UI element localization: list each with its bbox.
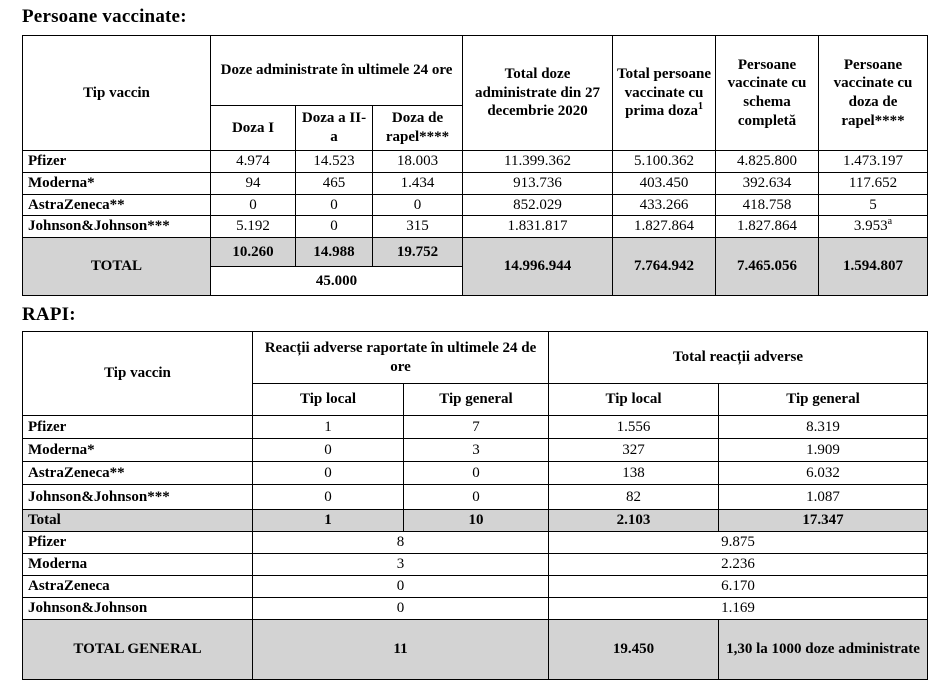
rapi-row-total <box>23 510 928 532</box>
cell-reactii-24h: 8 <box>253 532 549 554</box>
cell-reactii-24h: 0 <box>253 598 549 620</box>
cell-doza-ii: 0 <box>296 194 373 216</box>
cell-tip-general-24h: 7 <box>404 416 549 439</box>
col-header-tip-general-24h: Tip general <box>404 384 549 416</box>
row-label: Moderna* <box>23 172 211 194</box>
total-general-total: 19.450 <box>549 620 719 680</box>
cell-tip-local-24h: 0 <box>253 485 404 510</box>
superscript-1: 1 <box>697 101 703 113</box>
total-tip-local-24h: 1 <box>253 510 404 532</box>
col-header-tip-vaccin: Tip vaccin <box>23 36 211 151</box>
rapi-combined-row-johnson <box>23 598 928 620</box>
cell-tip-local-24h: 0 <box>253 462 404 485</box>
cell-doza-i: 5.192 <box>211 216 296 238</box>
cell-doza-ii: 14.523 <box>296 151 373 173</box>
col-header-reactii-24h: Reacții adverse raportate în ultimele 24 de ore <box>253 332 549 384</box>
cell-total-doze: 11.399.362 <box>463 151 613 173</box>
cell-total-reactii: 6.170 <box>549 576 928 598</box>
cell-tip-general-24h: 3 <box>404 439 549 462</box>
cell-doza-i: 94 <box>211 172 296 194</box>
row-label: Moderna <box>23 554 253 576</box>
rapi-row-moderna <box>23 439 928 462</box>
col-header-total-reactii: Total reacții adverse <box>549 332 928 384</box>
cell-tip-local-total: 327 <box>549 439 719 462</box>
cell-persoane-rapel: 117.652 <box>819 172 928 194</box>
superscript-a: a <box>887 216 893 228</box>
cell-tip-local-24h: 0 <box>253 439 404 462</box>
cell-total-reactii: 9.875 <box>549 532 928 554</box>
cell-schema-completa: 418.758 <box>716 194 819 216</box>
rapi-section-title: RAPI: <box>22 304 76 325</box>
cell-total-reactii: 2.236 <box>549 554 928 576</box>
cell-tip-local-total: 138 <box>549 462 719 485</box>
rapi-row-astrazeneca <box>23 462 928 485</box>
row-label: AstraZeneca** <box>23 194 211 216</box>
col-header-doza-rapel: Doza de rapel**** <box>373 106 463 151</box>
table-row-johnson <box>23 216 928 238</box>
total-doza-i: 10.260 <box>211 238 296 267</box>
total-persoane-rapel: 1.594.807 <box>819 238 928 296</box>
cell-doza-i: 4.974 <box>211 151 296 173</box>
cell-schema-completa: 4.825.800 <box>716 151 819 173</box>
table-row-total <box>23 238 928 267</box>
cell-persoane-rapel <box>819 216 928 238</box>
col-header-total-prima-doza <box>613 36 716 151</box>
col-header-tip-local-24h: Tip local <box>253 384 404 416</box>
total-doza-rapel: 19.752 <box>373 238 463 267</box>
cell-tip-general-24h: 0 <box>404 485 549 510</box>
vaccinated-section-title: Persoane vaccinate: <box>22 6 187 27</box>
cell-persoane-rapel-value: 3.953 <box>853 218 888 235</box>
cell-tip-local-total: 1.556 <box>549 416 719 439</box>
cell-prima-doza: 433.266 <box>613 194 716 216</box>
cell-tip-general-total: 1.909 <box>719 439 928 462</box>
rapi-combined-row-moderna <box>23 554 928 576</box>
cell-total-doze: 913.736 <box>463 172 613 194</box>
table-row-astrazeneca <box>23 194 928 216</box>
cell-total-doze: 1.831.817 <box>463 216 613 238</box>
cell-doza-rapel: 315 <box>373 216 463 238</box>
total-sum-24h: 45.000 <box>211 267 463 296</box>
col-header-tip-vaccin: Tip vaccin <box>23 332 253 416</box>
cell-tip-general-24h: 0 <box>404 462 549 485</box>
table-row-pfizer <box>23 151 928 173</box>
col-header-tip-general-total: Tip general <box>719 384 928 416</box>
row-label: AstraZeneca** <box>23 462 253 485</box>
cell-prima-doza: 1.827.864 <box>613 216 716 238</box>
cell-doza-i: 0 <box>211 194 296 216</box>
rapi-combined-row-pfizer <box>23 532 928 554</box>
rapi-row-pfizer <box>23 416 928 439</box>
row-label: Pfizer <box>23 151 211 173</box>
total-prima-doza: 7.764.942 <box>613 238 716 296</box>
cell-reactii-24h: 3 <box>253 554 549 576</box>
col-header-tip-local-total: Tip local <box>549 384 719 416</box>
cell-tip-general-total: 6.032 <box>719 462 928 485</box>
total-schema-completa: 7.465.056 <box>716 238 819 296</box>
cell-total-doze: 852.029 <box>463 194 613 216</box>
vaccinated-table <box>22 35 928 296</box>
col-header-doze-24h: Doze administrate în ultimele 24 ore <box>211 36 463 106</box>
cell-doza-ii: 465 <box>296 172 373 194</box>
total-tip-local-total: 2.103 <box>549 510 719 532</box>
cell-persoane-rapel: 5 <box>819 194 928 216</box>
cell-persoane-rapel: 1.473.197 <box>819 151 928 173</box>
col-header-total-prima-doza-text: Total persoane vaccinate cu prima doza <box>617 65 712 120</box>
col-header-doza-i: Doza I <box>211 106 296 151</box>
cell-doza-rapel: 1.434 <box>373 172 463 194</box>
cell-schema-completa: 392.634 <box>716 172 819 194</box>
rapi-combined-row-astrazeneca <box>23 576 928 598</box>
total-label: TOTAL <box>23 238 211 296</box>
rapi-row-johnson <box>23 485 928 510</box>
total-label: Total <box>23 510 253 532</box>
rapi-row-total-general <box>23 620 928 680</box>
cell-prima-doza: 403.450 <box>613 172 716 194</box>
row-label: Moderna* <box>23 439 253 462</box>
cell-tip-local-24h: 1 <box>253 416 404 439</box>
row-label: Pfizer <box>23 532 253 554</box>
cell-reactii-24h: 0 <box>253 576 549 598</box>
cell-total-reactii: 1.169 <box>549 598 928 620</box>
row-label: AstraZeneca <box>23 576 253 598</box>
col-header-persoane-rapel: Persoane vaccinate cu doza de rapel**** <box>819 36 928 151</box>
cell-tip-general-total: 8.319 <box>719 416 928 439</box>
table-row-moderna <box>23 172 928 194</box>
row-label: Johnson&Johnson <box>23 598 253 620</box>
col-header-schema-completa: Persoane vaccinate cu schema completă <box>716 36 819 151</box>
total-general-label: TOTAL GENERAL <box>23 620 253 680</box>
cell-doza-ii: 0 <box>296 216 373 238</box>
row-label: Johnson&Johnson*** <box>23 485 253 510</box>
rapi-table <box>22 331 928 680</box>
cell-doza-rapel: 0 <box>373 194 463 216</box>
total-doze-administrate: 14.996.944 <box>463 238 613 296</box>
cell-schema-completa: 1.827.864 <box>716 216 819 238</box>
total-general-rate: 1,30 la 1000 doze administrate <box>719 620 928 680</box>
cell-tip-local-total: 82 <box>549 485 719 510</box>
col-header-doza-ii: Doza a II-a <box>296 106 373 151</box>
cell-doza-rapel: 18.003 <box>373 151 463 173</box>
total-general-24h: 11 <box>253 620 549 680</box>
cell-prima-doza: 5.100.362 <box>613 151 716 173</box>
total-doza-ii: 14.988 <box>296 238 373 267</box>
total-tip-general-24h: 10 <box>404 510 549 532</box>
col-header-total-doze: Total doze administrate din 27 decembrie 2020 <box>463 36 613 151</box>
total-tip-general-total: 17.347 <box>719 510 928 532</box>
row-label: Johnson&Johnson*** <box>23 216 211 238</box>
row-label: Pfizer <box>23 416 253 439</box>
cell-tip-general-total: 1.087 <box>719 485 928 510</box>
